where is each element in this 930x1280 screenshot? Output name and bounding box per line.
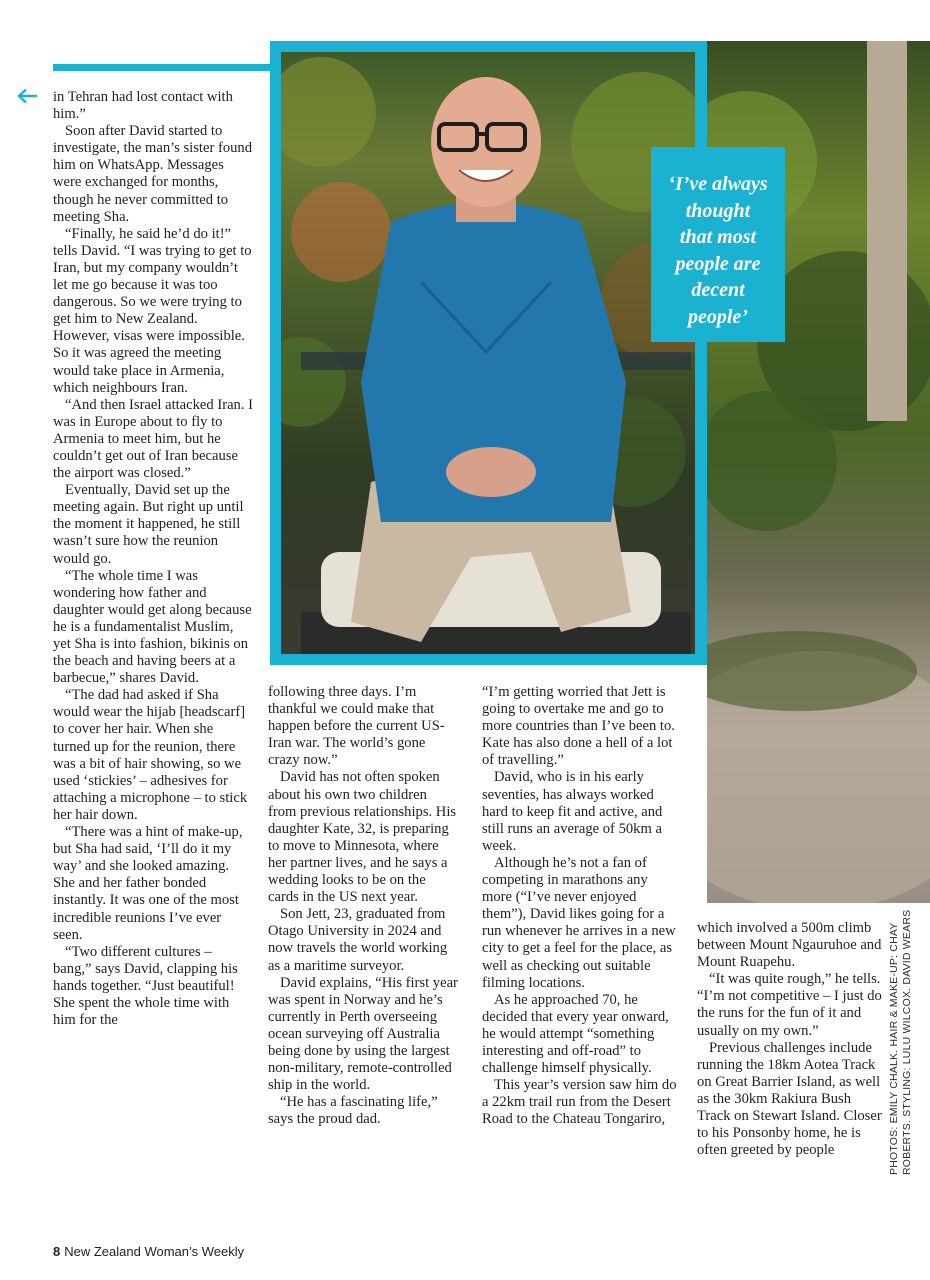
paragraph: David has not often spoken about his own two children from previous relationships. His daughter Kate, 32, is preparing to move to Minnesota, where her partner lives, and he says a wedding looks to be on the cards in the US next year. bbox=[268, 769, 457, 906]
photo-credits bbox=[888, 910, 913, 1175]
paragraph: “There was a hint of make-up, but Sha had said, ‘I’ll do it my way’ and she looked amazing. She and her father bonded instantly. It was one of the most incredible reunions I’ve ever seen. bbox=[53, 824, 243, 943]
paragraph: David, who is in his early seventies, has always worked hard to keep fit and active, and still runs an average of 50km a week. bbox=[482, 769, 663, 854]
paragraph: “It was quite rough,” he tells. “I’m not competitive – I just do the runs for the fun of it and usually on my own.” bbox=[697, 971, 882, 1039]
paragraph: “He has a fascinating life,” says the proud dad. bbox=[268, 1094, 438, 1128]
publication-name: New Zealand Woman’s Weekly bbox=[64, 1244, 245, 1259]
paragraph: “Two different cultures – bang,” says David, clapping his hands together. “Just beautiful! She spent the whole time with him for the bbox=[53, 943, 238, 1029]
pull-quote-line: people’ bbox=[688, 305, 748, 328]
paragraph: Eventually, David set up the meeting again. But right up until the moment it happened, he still wasn’t sure how the reunion would go. bbox=[53, 482, 244, 567]
pull-quote-line: people are bbox=[675, 252, 761, 275]
article-column-4 bbox=[697, 920, 887, 1159]
pull-quote-line: thought bbox=[685, 199, 751, 222]
paragraph: “I’m getting worried that Jett is going to overtake me and go to more countries than I’ve been to. Kate has also done a hell of a lot of travelling.” bbox=[482, 684, 675, 769]
paragraph: Son Jett, 23, graduated from Otago University in 2024 and now travels the world working as a maritime surveyor. bbox=[268, 906, 448, 974]
back-arrow-icon bbox=[16, 88, 38, 104]
pull-quote-line: decent bbox=[691, 279, 745, 301]
paragraph: “The dad had asked if Sha would wear the hijab [headscarf] to cover her hair. When she turned up for the reunion, there was a bit of hair showing, so we used ‘stickies’ – adhesives for attaching a microphone – to stick her hair down. bbox=[53, 687, 248, 823]
paragraph: This year’s version saw him do a 22km trail run from the Desert Road to the Chateau Tongariro, bbox=[482, 1077, 677, 1128]
article-column-1 bbox=[53, 89, 253, 1029]
page-number: 8 bbox=[53, 1244, 61, 1259]
paragraph: “Finally, he said he’d do it!” tells David. “I was trying to get to Iran, but my company wouldn’t let me go because it was too dangerous. So we were trying to get him to New Zealand. However, visas were impossible. So it was agreed the meeting would take place in Armenia, which neighbours Iran. bbox=[53, 225, 252, 396]
paragraph: “And then Israel attacked Iran. I was in Europe about to fly to Armenia to meet him, but he couldn’t get out of Iran because the airport was closed.” bbox=[53, 396, 254, 482]
article-column-3 bbox=[482, 684, 678, 1128]
paragraph: following three days. I’m thankful we could make that happen before the current US-Iran war. The world’s gone crazy now.” bbox=[268, 684, 445, 769]
photo-credits-line: ROBERTS. STYLING: LULU WILCOX. DAVID WEARS bbox=[900, 909, 913, 1175]
page-footer bbox=[53, 1244, 244, 1259]
pull-quote-line: that most bbox=[679, 226, 757, 248]
top-rule-left bbox=[53, 64, 270, 71]
paragraph: which involved a 500m climb between Mount Ngauruhoe and Mount Ruapehu. bbox=[697, 920, 882, 971]
paragraph: Previous challenges include running the 18km Aotea Track on Great Barrier Island, as well as the 30km Rakiura Bush Track on Stewart Island. Closer to his Ponsonby home, he is often greeted by people bbox=[697, 1039, 882, 1159]
pull-quote-line: ‘I’ve always bbox=[668, 173, 768, 195]
portrait-photo bbox=[281, 52, 695, 654]
paragraph: Although he’s not a fan of competing in marathons any more (“I’ve never enjoyed them”), David likes going for a run whenever he arrives in a new city to get a feel for the place, as well as checking out suitable filming locations. bbox=[482, 854, 676, 991]
paragraph: David explains, “His first year was spent in Norway and he’s currently in Perth overseeing ocean surveying off Australia being done by using the largest non-military, remote-controlled ship in the world. bbox=[268, 974, 458, 1094]
article-column-2 bbox=[268, 684, 458, 1128]
paragraph: Soon after David started to investigate, the man’s sister found him on WhatsApp. Messages were exchanged for months, though he never committed to meeting Sha. bbox=[53, 123, 253, 225]
paragraph: in Tehran had lost contact with him.” bbox=[53, 89, 233, 123]
paragraph: “The whole time I was wondering how father and daughter would get along because he is a fundamentalist Muslim, yet Sha is into fashion, bikinis on the beach and having beers at a barbecue,” shares David. bbox=[53, 567, 252, 687]
photo-credits-line: PHOTOS: EMILY CHALK. HAIR & MAKE-UP: CHAY bbox=[888, 922, 900, 1175]
pull-quote bbox=[651, 147, 785, 342]
paragraph: As he approached 70, he decided that every year onward, he would attempt “something interesting and off-road” to challenge himself physically. bbox=[482, 991, 669, 1077]
